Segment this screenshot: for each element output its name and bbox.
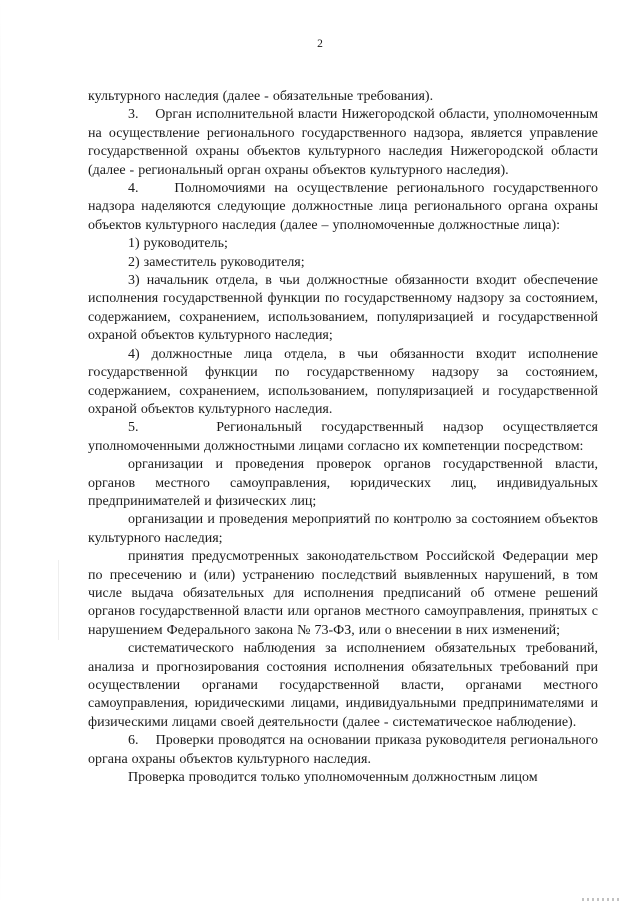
document-body — [88, 88, 598, 787]
paragraph-inspection-conduct: Проверка проводится только уполномоченным должностным лицом — [128, 770, 538, 786]
page-number: 2 — [317, 38, 323, 50]
list-item-deputy: 2) заместитель руководителя; — [128, 254, 305, 270]
paragraph-item-5: 5. Региональный государственный надзор осуществляется уполномоченными должностными лицами согласно их компетенции посредством: — [88, 420, 598, 454]
means-inspections: организации и проведения проверок органов государственной власти, органов местного самоуправления, юридических лиц, индивидуальных предпринимателей и физических лиц; — [88, 457, 598, 509]
scan-artifact — [582, 898, 622, 901]
paragraph-item-6: 6. Проверки проводятся на основании приказа руководителя регионального органа охраны объектов культурного наследия. — [88, 733, 598, 767]
means-control-measures: организации и проведения мероприятий по контролю за состоянием объектов культурного наследия; — [88, 512, 598, 546]
means-enforcement: принятия предусмотренных законодательством Российской Федерации мер по пресечению и (или) устранению последствий выявленных нарушений, в том числе выдача обязательных для исполнения предписаний об отмене решений органов государственной власти или органов местного самоуправления, принятых с нарушением Федерального закона № 73-ФЗ, или о внесении в них изменений; — [88, 549, 598, 638]
scan-edge-shadow — [0, 0, 1, 905]
paragraph-continuation: культурного наследия (далее - обязательные требования). — [88, 89, 434, 104]
list-item-department-head: 3) начальник отдела, в чьи должностные обязанности входит обеспечение исполнения государственной функции по государственному надзору за состоянием, содержанием, сохранением, использованием, популяризацией и государственной охраной объектов культурного наследия; — [88, 273, 598, 344]
scan-margin-mark — [58, 560, 59, 640]
list-item-department-officials: 4) должностные лица отдела, в чьи обязанности входит исполнение государственной функции по государственному надзору за состоянием, содержанием, сохранением, использованием, популяризацией и государственной охраной объектов культурного наследия. — [88, 346, 598, 417]
means-observation: систематического наблюдения за исполнением обязательных требований, анализа и прогнозирования состояния исполнения обязательных требований при осуществлении органами государственной власти, органами местного самоуправления, юридическими лицами, индивидуальными предпринимателями и физическими лицами своей деятельности (далее - систематическое наблюдение). — [88, 641, 598, 730]
paragraph-item-4: 4. Полномочиями на осуществление регионального государственного надзора наделяются следующие должностные лица регионального органа охраны объектов культурного наследия (далее – уполномоченные должностные лица): — [88, 181, 598, 233]
list-item-head: 1) руководитель; — [128, 236, 228, 252]
paragraph-item-3: 3. Орган исполнительной власти Нижегородской области, уполномоченным на осуществление регионального государственного надзора, является управление государственной охраны объектов культурного наследия Нижегородской области (далее - региональный орган охраны объектов культурного наследия). — [88, 107, 598, 178]
